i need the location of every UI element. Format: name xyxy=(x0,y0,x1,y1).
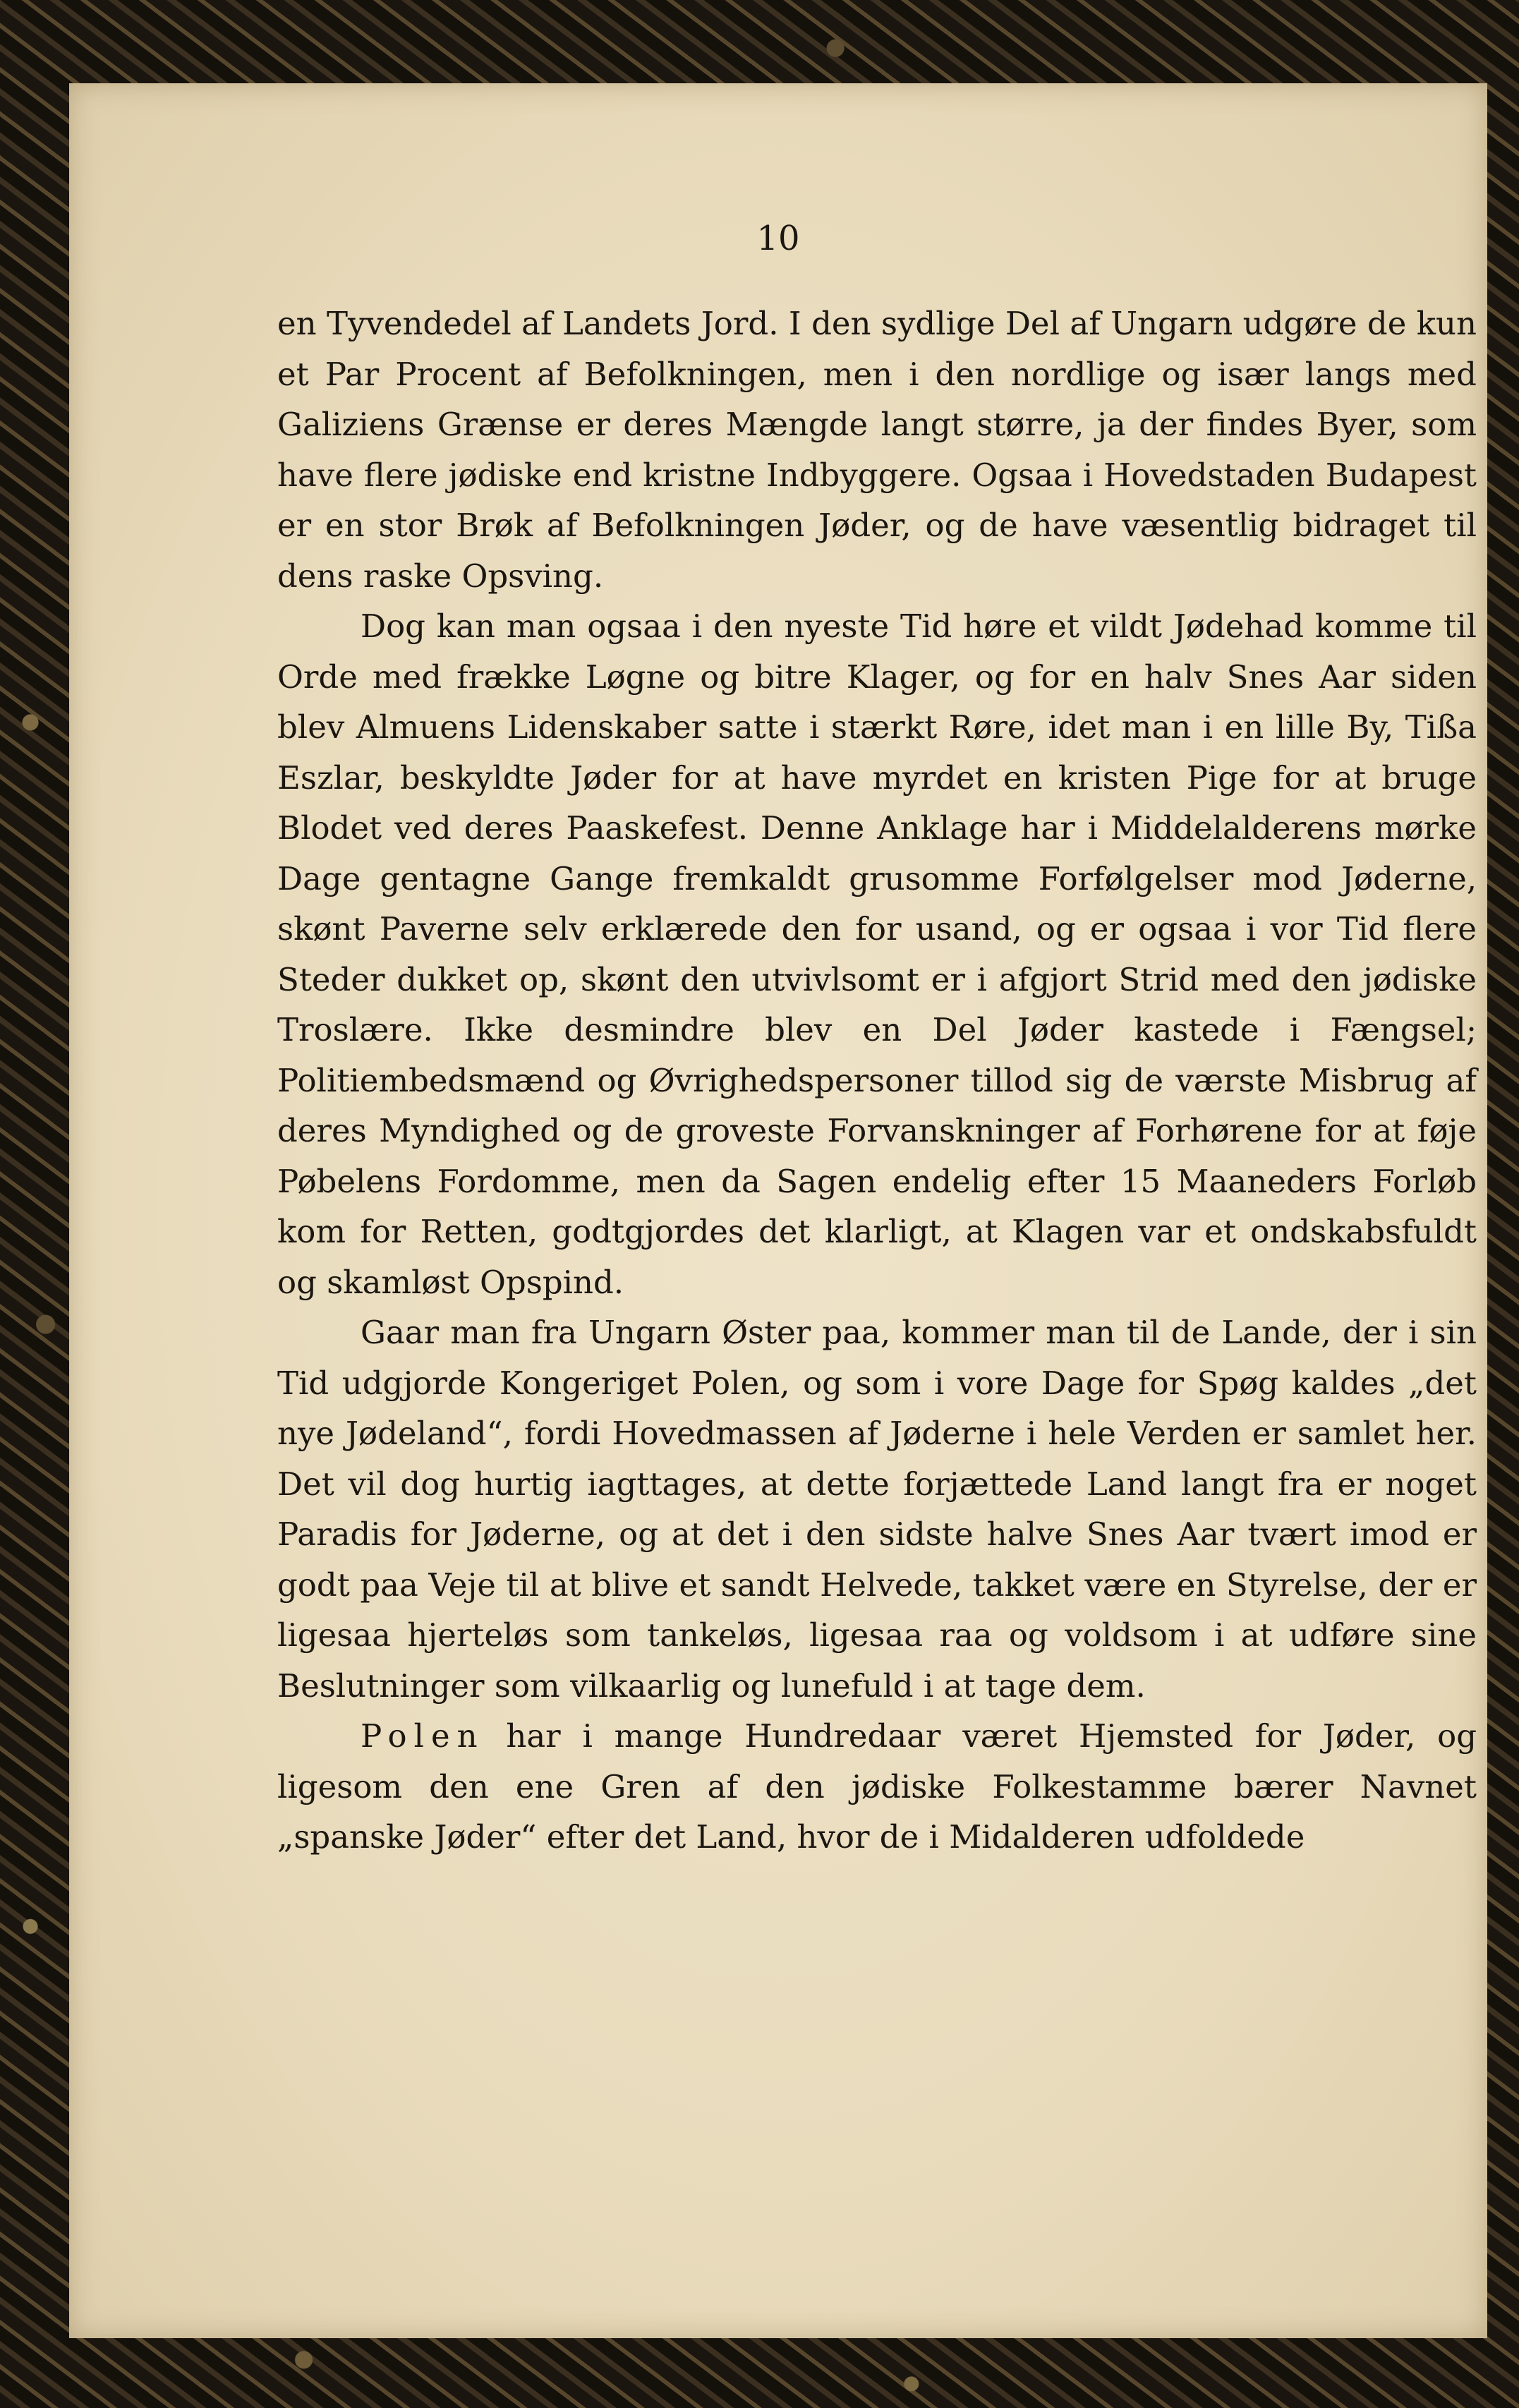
paragraph-text: Dog kan man ogsaa i den nyeste Tid høre et vildt Jødehad komme til Orde med frække Løgne og bitre Klager, og for en halv Snes Aar siden blev Almuens Lidenskaber satte i stærkt Røre, idet man i en lille By, Tißa Eszlar, beskyldte Jøder for at have myrdet en kristen Pige for at bruge Blodet ved deres Paaskefest. Denne Anklage har i Middelalderens mørke Dage gentagne Gange fremkaldt grusomme Forfølgelser mod Jøderne, skønt Paverne selv erklærede den for usand, og er ogsaa i vor Tid flere Steder dukket op, skønt den utvivlsomt er i afgjort Strid med den jødiske Troslære. Ikke desmindre blev en Del Jøder kastede i Fængsel; Politiembedsmænd og Øvrighedspersoner tillod sig de værste Misbrug af deres Myndighed og de groveste Forvanskninger af Forhørene for at føje Pøbelens Fordomme, men da Sagen endelig efter 15 Maaneders Forløb kom for Retten, godtgjordes det klarligt, at Klagen var et ondskabsfuldt og skamløst Opspind. xyxy=(277,607,1477,1301)
book-page xyxy=(69,83,1487,2338)
page-number: 10 xyxy=(756,219,800,258)
paragraph-1 xyxy=(277,298,1477,601)
paragraph-text: Gaar man fra Ungarn Øster paa, kommer man til de Lande, der i sin Tid udgjorde Kongeriget Polen, og som i vore Dage for Spøg kaldes „det nye Jødeland“, fordi Hovedmassen af Jøderne i hele Verden er samlet her. Det vil dog hurtig iagttages, at dette forjættede Land langt fra er noget Paradis for Jøderne, og at det i den sidste halve Snes Aar tvært imod er godt paa Veje til at blive et sandt Helvede, takket være en Styrelse, der er ligesaa hjerteløs som tankeløs, ligesaa raa og voldsom i at udføre sine Beslutninger som vilkaarlig og lunefuld i at tage dem. xyxy=(277,1314,1477,1705)
paragraph-4 xyxy=(277,1711,1477,1863)
paragraph-text: har i mange Hundredaar været Hjemsted for Jøder, og ligesom den ene Gren af den jødiske Folkestamme bærer Navnet „spanske Jøder“ efter det Land, hvor de i Midalderen udfoldede xyxy=(277,1717,1477,1856)
body-text xyxy=(277,298,1477,1863)
paragraph-2 xyxy=(277,601,1477,1307)
emphasized-word-polen: Polen xyxy=(361,1717,485,1755)
paragraph-3 xyxy=(277,1307,1477,1711)
paragraph-text: en Tyvendedel af Landets Jord. I den sydlige Del af Ungarn udgøre de kun et Par Procent af Befolkningen, men i den nordlige og især langs med Galiziens Grænse er deres Mængde langt større, ja der findes Byer, som have flere jødiske end kristne Indbyggere. Ogsaa i Hovedstaden Budapest er en stor Brøk af Befolkningen Jøder, og de have væsentlig bidraget til dens raske Opsving. xyxy=(277,305,1477,595)
